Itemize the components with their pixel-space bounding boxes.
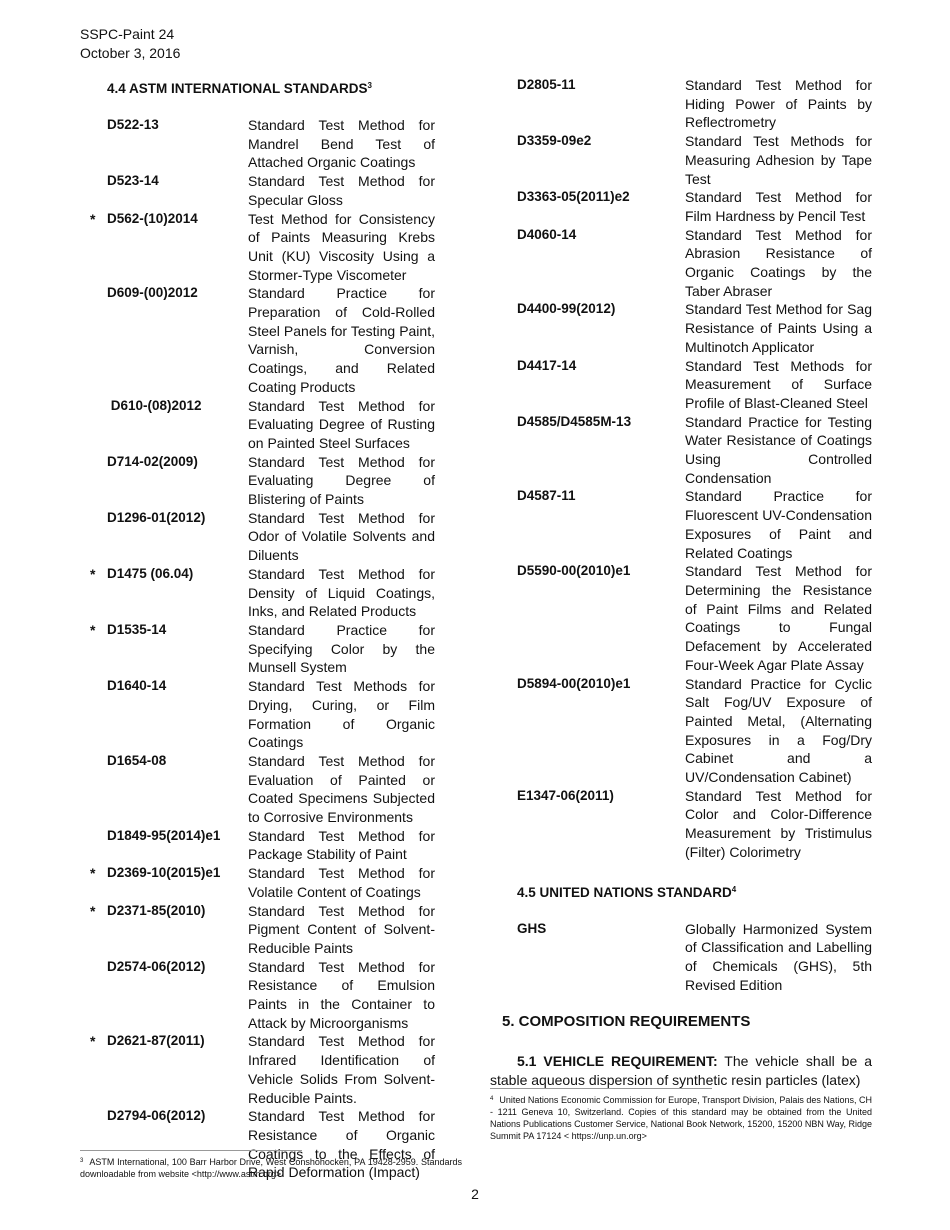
standard-description: Standard Test Method for Evaluation of Painted or Coated Specimens Subjected to Corrosive Environments <box>248 752 435 826</box>
standard-description: Standard Test Method for Volatile Content of Coatings <box>248 865 435 900</box>
page-number: 2 <box>471 1186 479 1202</box>
footnote-rule <box>490 1088 712 1089</box>
standard-description: Standard Test Method for Mandrel Bend Test of Attached Organic Coatings <box>248 117 435 171</box>
standard-description: Standard Test Method for Color and Color-Difference Measurement by Tristimulus (Filter) Colorimetry <box>685 787 872 860</box>
standard-row <box>80 284 462 396</box>
doc-date: October 3, 2016 <box>80 45 181 61</box>
standard-row <box>80 1032 462 1107</box>
astm-heading: 4.4 ASTM INTERNATIONAL STANDARDS$^3$ <box>107 81 372 96</box>
standard-row <box>80 827 462 864</box>
vehicle-requirement-paragraph <box>490 1052 872 1090</box>
paragraph-text: The vehicle shall be a stable aqueous dispersion of synthetic resin particles (latex) <box>490 1053 872 1089</box>
standard-description: Standard Practice for Fluorescent UV-Condensation Exposures of Paint and Related Coatings <box>685 488 872 561</box>
standard-code: D714-02(2009) <box>107 453 198 469</box>
revision-star-marker: * <box>90 865 96 882</box>
standard-description: Standard Test Method for Hiding Power of Paints by Reflectrometry <box>685 77 872 131</box>
standard-description: Test Method for Consistency of Paints Measuring Krebs Unit (KU) Viscosity Using a Stormer-Type Viscometer <box>248 210 435 283</box>
standard-description: Standard Test Method for Sag Resistance of Paints Using a Multinotch Applicator <box>685 301 872 355</box>
standard-row <box>80 621 462 677</box>
standard-code: D4585/D4585M-13 <box>517 413 632 429</box>
standard-description: Standard Practice for Testing Water Resistance of Coatings Using Controlled Condensation <box>685 413 872 486</box>
standard-description: Standard Practice for Specifying Color by the Munsell System <box>248 621 435 676</box>
standard-row <box>490 562 872 674</box>
astm-standards-list-continued <box>490 76 872 862</box>
section-title: 5. COMPOSITION REQUIREMENTS <box>502 1013 751 1031</box>
standard-code: D1849-95(2014)e1 <box>107 827 221 843</box>
standard-code: D609-(00)2012 <box>107 285 198 301</box>
standard-description: Standard Test Method for Determining the Resistance of Paint Films and Related Coatings to Fungal Defacement by Accelerated Four-Week Agar Plate Assay <box>685 563 872 673</box>
revision-star-marker: * <box>90 621 96 638</box>
standard-code: D1654-08 <box>107 752 167 768</box>
standard-row <box>80 210 462 285</box>
standard-description: Standard Practice for Cyclic Salt Fog/UV Exposure of Painted Metal, (Alternating Exposures in a Fog/Dry Cabinet and a UV/Condensation Cabinet) <box>685 675 872 786</box>
standard-code: E1347-06(2011) <box>517 787 614 803</box>
standard-code: D522-13 <box>107 117 159 132</box>
standard-row <box>80 116 462 172</box>
standard-row <box>80 453 462 509</box>
standard-row <box>490 675 872 787</box>
standard-row <box>490 357 872 413</box>
standard-description: Standard Test Method for Resistance of Organic Coatings to the Effects of Rapid Deformation (Impact) <box>248 1108 435 1181</box>
standard-description: Standard Test Method for Infrared Identification of Vehicle Solids From Solvent-Reducible Paints. <box>248 1033 435 1106</box>
standard-code: D4400-99(2012) <box>517 301 616 317</box>
standard-code: D1475 (06.04) <box>107 565 194 581</box>
standard-code: D1640-14 <box>107 678 167 694</box>
doc-id: SSPC-Paint 24 <box>80 26 175 42</box>
footnote-rule <box>80 1150 302 1151</box>
standard-description: Standard Test Method for Film Hardness by Pencil Test <box>685 189 872 224</box>
un-heading: 4.5 UNITED NATIONS STANDARD$^4$ <box>517 884 737 900</box>
standard-code: D610-(08)2012 <box>107 397 202 413</box>
standard-description: Standard Practice for Preparation of Cold-Rolled Steel Panels for Testing Paint, Varnish, Conversion Coatings, and Related Coating Products <box>248 285 435 395</box>
standard-description: Standard Test Method for Package Stability of Paint <box>248 827 435 863</box>
standard-row <box>80 677 462 752</box>
standard-row <box>490 300 872 356</box>
standard-description: Standard Test Method for Density of Liquid Coatings, Inks, and Related Products <box>248 565 435 620</box>
standard-code: D4060-14 <box>517 226 577 242</box>
standard-description: Globally Harmonized System of Classification and Labelling of Chemicals (GHS), 5th Revised Edition <box>685 920 872 993</box>
revision-star-marker: * <box>90 1033 96 1050</box>
standard-description: Standard Test Method for Abrasion Resistance of Organic Coatings by the Taber Abraser <box>685 226 872 299</box>
standard-code: D2371-85(2010) <box>107 902 206 918</box>
standard-row <box>80 958 462 1033</box>
standard-description: Standard Test Methods for Drying, Curing, or Film Formation of Organic Coatings <box>248 678 435 751</box>
revision-star-marker: * <box>90 565 96 582</box>
paragraph-lead: 5.1 VEHICLE REQUIREMENT: <box>517 1053 718 1070</box>
standard-description: Standard Test Methods for Measurement of Surface Profile of Blast-Cleaned Steel <box>685 357 872 411</box>
running-header <box>80 25 180 63</box>
standard-row <box>490 132 872 188</box>
standard-code: D2369-10(2015)e1 <box>107 865 221 881</box>
standard-description: Standard Test Method for Evaluating Degree of Rusting on Painted Steel Surfaces <box>248 397 435 451</box>
standard-description: Standard Test Method for Specular Gloss <box>248 173 435 208</box>
standard-row <box>490 188 872 225</box>
standard-code: D5590-00(2010)e1 <box>517 563 631 579</box>
standard-description: Standard Test Method for Evaluating Degree of Blistering of Paints <box>248 453 435 508</box>
standard-code: D3359-09e2 <box>517 133 592 149</box>
astm-standards-list <box>80 116 462 1182</box>
standard-code: D1296-01(2012) <box>107 509 206 525</box>
standard-row <box>490 413 872 488</box>
revision-star-marker: * <box>90 902 96 919</box>
footnote-3: $^3$ ASTM International, 100 Barr Harbor Drive, West Conshohocken, PA 19428-2959. Standards downloadable from website <http://www.astm.org> <box>80 1157 462 1179</box>
left-column <box>80 76 462 1182</box>
standard-code: D5894-00(2010)e1 <box>517 675 631 691</box>
standard-code: D562-(10)2014 <box>107 210 198 226</box>
right-column <box>490 76 872 1090</box>
standard-code: D4587-11 <box>517 488 576 504</box>
standard-code: GHS <box>517 920 547 936</box>
standard-row <box>80 397 462 453</box>
standard-description: Standard Test Method for Odor of Volatile Solvents and Diluents <box>248 509 435 564</box>
standard-code: D2805-11 <box>517 77 576 92</box>
revision-star-marker: * <box>90 210 96 227</box>
standard-row <box>490 76 872 132</box>
standard-code: D4417-14 <box>517 357 577 373</box>
standard-row <box>80 565 462 621</box>
standard-code: D523-14 <box>107 173 159 189</box>
standard-description: Standard Test Method for Resistance of Emulsion Paints in the Container to Attack by Microorganisms <box>248 958 435 1031</box>
standard-code: D2621-87(2011) <box>107 1033 205 1049</box>
standard-row <box>80 902 462 958</box>
un-standard-row <box>490 920 872 995</box>
standard-code: D2574-06(2012) <box>107 958 206 974</box>
standard-row <box>80 864 462 901</box>
standard-row <box>490 787 872 862</box>
standard-row <box>80 509 462 565</box>
standard-row <box>490 226 872 301</box>
standard-code: D2794-06(2012) <box>107 1108 206 1124</box>
footnote-4: $^4$ United Nations Economic Commission for Europe, Transport Division, Palais des Nations, CH - 1211 Geneva 10, Switzerland. Copies of this standard may be obtained from the United Nations Publications Customer Service, National Book Network, 15200, 15200 NBN Way, Ridge Summit PA 17124 < https://unp.un.org> <box>490 1095 872 1141</box>
standard-code: D3363-05(2011)e2 <box>517 189 630 205</box>
standard-row <box>490 487 872 562</box>
standard-code: D1535-14 <box>107 621 167 637</box>
standard-description: Standard Test Method for Pigment Content of Solvent-Reducible Paints <box>248 902 435 956</box>
standard-description: Standard Test Methods for Measuring Adhesion by Tape Test <box>685 133 872 187</box>
standard-row <box>80 172 462 209</box>
standard-row <box>80 752 462 827</box>
